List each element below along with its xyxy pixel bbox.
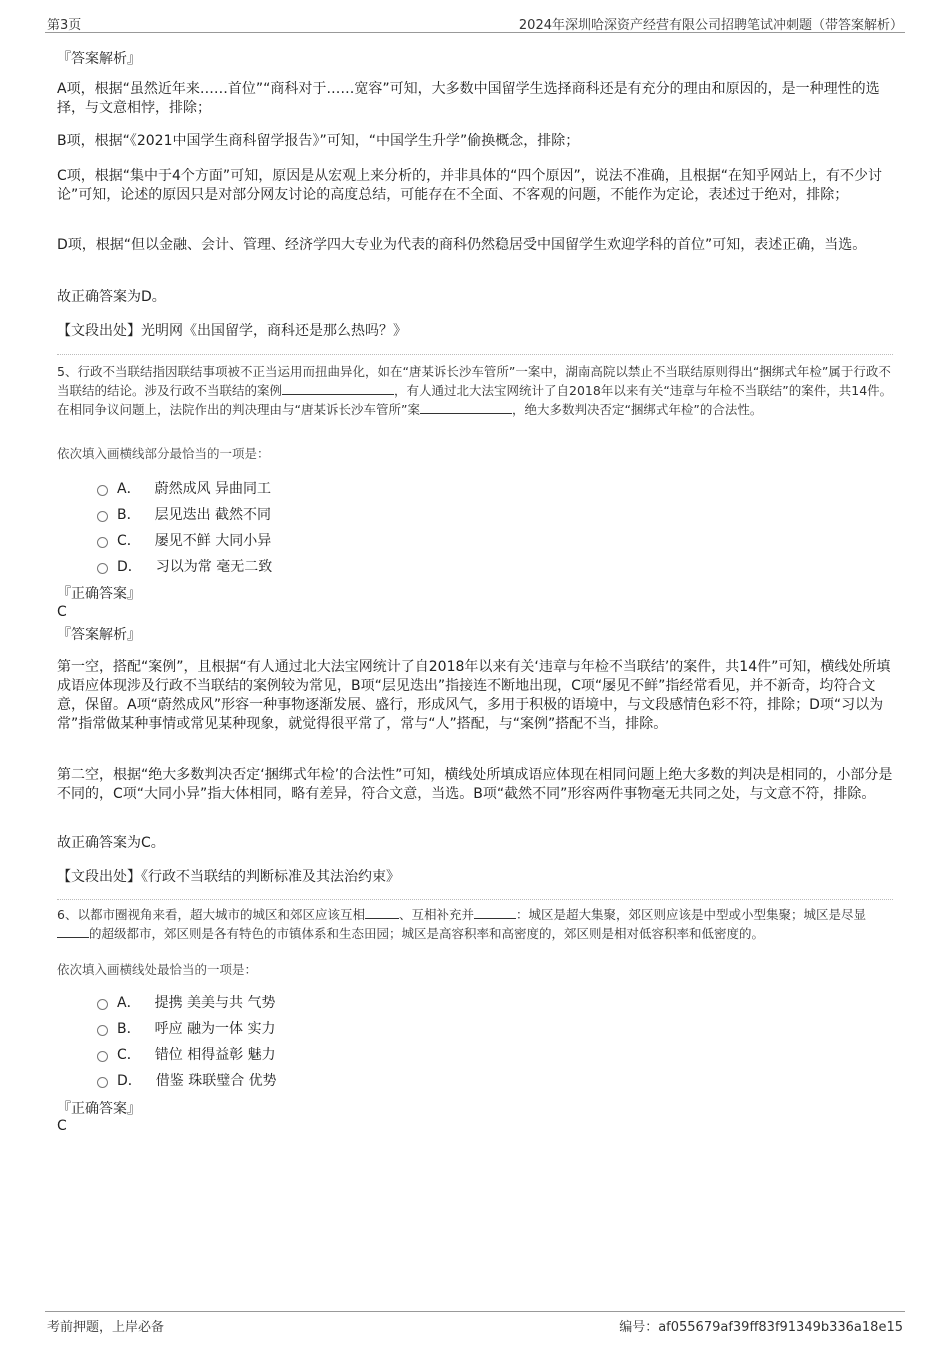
option-text: 屡见不鲜 大同小异: [154, 533, 272, 549]
option-text: 蔚然成风 异曲同工: [154, 481, 272, 497]
divider: [57, 354, 893, 355]
option-key: A．: [117, 995, 141, 1011]
radio-icon[interactable]: [97, 1077, 108, 1088]
q4-analysis-c: C项，根据“集中于4个方面”可知，原因是从宏观上来分析的，并非具体的“四个原因”，说法不准确，且根据“在知乎网站上，有不少讨论”可知，论述的原因只是对部分网友讨论的高度总结，可能存在不全面、不客观的问题，不能作为定论，表述过于绝对，排除；: [57, 168, 882, 203]
option-key: B．: [117, 507, 141, 523]
option-key: C．: [117, 533, 141, 549]
q6-stem-part4: 的超级都市，郊区则是各有特色的市镇体系和生态田园；城区是高容积率和高密度的，郊区则是相对低容积率和低密度的。: [89, 926, 765, 941]
q5-conclusion: 故正确答案为C。: [57, 835, 165, 851]
q5-stem-part1: 5、行政不当联结指因联结事项被不正当运用而扭曲异化，如在“唐某诉长沙车管所”一案中，湖南高院以禁止不当联结原则得出“捆绑式年检”属于行政不当联结的结论。涉及行政不当联结的案例: [57, 364, 891, 398]
q5-stem-part2: ，有人通过北大法宝网统计了自2018年以来有关“违章与年检不当联结”的案件，共14件。在相同争议问题上，法院作出的判决理由与“唐某诉长沙车管所”案: [57, 383, 893, 417]
radio-icon[interactable]: [97, 1025, 108, 1036]
q4-analysis-label: 『答案解析』: [57, 51, 141, 67]
footer-slogan: 考前押题，上岸必备: [47, 1320, 165, 1335]
q5-blank-2: [420, 413, 512, 414]
q6-stem-part1: 6、以都市圈视角来看，超大城市的城区和郊区应该互相: [57, 907, 365, 922]
q5-option-c[interactable]: [97, 532, 271, 550]
option-text: 错位 相得益彰 魅力: [154, 1047, 276, 1063]
q4-analysis-b: B项，根据“《2021中国学生商科留学报告》”可知，“中国学生升学”偷换概念，排除；: [57, 133, 580, 149]
divider: [57, 899, 893, 900]
document-title: 2024年深圳哈深资产经营有限公司招聘笔试冲刺题（带答案解析）: [518, 18, 903, 33]
q4-conclusion: 故正确答案为D。: [57, 289, 166, 305]
document-id: 编号：af055679af39ff83f91349b336a18e15: [619, 1320, 903, 1335]
q5-option-b[interactable]: [97, 506, 271, 524]
q6-option-d[interactable]: [97, 1072, 277, 1090]
q5-option-d[interactable]: [97, 558, 272, 576]
page-header: [45, 12, 905, 33]
q5-source: 【文段出处】《行政不当联结的判断标准及其法治约束》: [57, 869, 400, 885]
q5-analysis-2: 第二空，根据“绝大多数判决否定‘捆绑式年检’的合法性”可知，横线处所填成语应体现在相同问题上绝大多数的判决是相同的，小部分是不同的，C项“大同小异”指大体相同，略有差异，符合文意，当选。B项“截然不同”形容两件事物毫无共同之处，与文意不符，排除。: [57, 767, 893, 802]
q5-stem-part3: ，绝大多数判决否定“捆绑式年检”的合法性。: [511, 402, 763, 417]
option-text: 借鉴 珠联璧合 优势: [155, 1073, 277, 1089]
option-key: B．: [117, 1021, 141, 1037]
q6-correct-label: 『正确答案』: [57, 1101, 141, 1117]
option-key: D．: [117, 559, 142, 575]
option-text: 层见迭出 截然不同: [154, 507, 272, 523]
q4-analysis-d: D项，根据“但以金融、会计、管理、经济学四大专业为代表的商科仍然稳居受中国留学生欢迎学科的首位”可知，表述正确，当选。: [57, 237, 867, 253]
q6-blank-2: [474, 918, 516, 919]
q5-correct-label: 『正确答案』: [57, 586, 141, 602]
q6-prompt: 依次填入画横线处最恰当的一项是：: [57, 962, 258, 977]
q6-option-c[interactable]: [97, 1046, 276, 1064]
option-text: 提携 美美与共 气势: [154, 995, 276, 1011]
radio-icon[interactable]: [97, 511, 108, 522]
radio-icon[interactable]: [97, 1051, 108, 1062]
page-number: 第3页: [47, 18, 82, 33]
radio-icon[interactable]: [97, 999, 108, 1010]
q6-stem: [57, 905, 893, 943]
q5-analysis-1: 第一空，搭配“案例”，且根据“有人通过北大法宝网统计了自2018年以来有关‘违章与年检不当联结’的案件，共14件”可知，横线处所填成语应体现涉及行政不当联结的案例较为常见，B项“层见迭出”指接连不断地出现，C项“屡见不鲜”指经常看见，并不新奇，均符合文意，保留。A项“蔚然成风”形容一种事物逐渐发展、盛行，形成风气，多用于积极的语境中，与文段感情色彩不符，排除；D项“习以为常”指常做某种事情或常见某种现象，就觉得很平常了，常与“人”搭配，与“案例”搭配不当，排除。: [57, 659, 891, 732]
q6-option-a[interactable]: [97, 994, 275, 1012]
q5-prompt: 依次填入画横线部分最恰当的一项是：: [57, 446, 270, 461]
q6-option-b[interactable]: [97, 1020, 276, 1038]
radio-icon[interactable]: [97, 563, 108, 574]
option-text: 习以为常 毫无二致: [155, 559, 273, 575]
q5-option-a[interactable]: [97, 480, 271, 498]
q5-analysis-label: 『答案解析』: [57, 627, 141, 643]
q6-correct-answer: C: [57, 1118, 67, 1134]
q6-stem-part2: 、互相补充并: [398, 907, 474, 922]
q5-blank-1: [282, 394, 394, 395]
q6-blank-3: [57, 937, 89, 938]
option-key: D．: [117, 1073, 142, 1089]
radio-icon[interactable]: [97, 537, 108, 548]
q5-stem: [57, 362, 893, 419]
q4-source: 【文段出处】光明网《出国留学，商科还是那么热吗？》: [57, 323, 407, 339]
q6-blank-1: [365, 918, 399, 919]
option-key: A．: [117, 481, 141, 497]
page-footer: [45, 1311, 905, 1334]
option-key: C．: [117, 1047, 141, 1063]
q4-analysis-a: A项，根据“虽然近年来……首位”“商科对于……宽容”可知，大多数中国留学生选择商科还是有充分的理由和原因的，是一种理性的选择，与文意相悖，排除；: [57, 81, 880, 116]
q6-stem-part3: ：城区是超大集聚，郊区则应该是中型或小型集聚；城区是尽显: [515, 907, 866, 922]
radio-icon[interactable]: [97, 485, 108, 496]
option-text: 呼应 融为一体 实力: [154, 1021, 276, 1037]
q5-correct-answer: C: [57, 604, 67, 620]
